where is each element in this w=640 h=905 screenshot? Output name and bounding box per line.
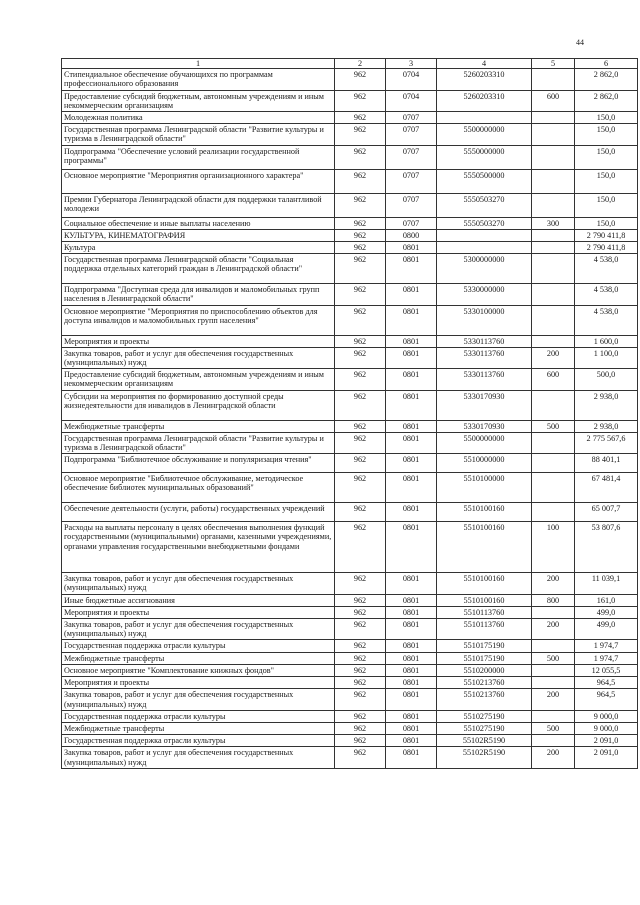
row-section-cell: 0801 — [386, 432, 437, 453]
table-row — [62, 112, 638, 124]
table-row — [62, 710, 638, 722]
row-section-cell: 0800 — [386, 229, 437, 241]
table-row — [62, 689, 638, 710]
row-section-cell: 0801 — [386, 606, 437, 618]
table-row — [62, 652, 638, 664]
row-expense-type-cell: 100 — [532, 522, 575, 573]
row-amount-cell: 11 039,1 — [575, 573, 638, 594]
table-row — [62, 217, 638, 229]
row-target-cell: 5510113760 — [437, 619, 532, 640]
row-amount-cell: 9 000,0 — [575, 710, 638, 722]
table-row — [62, 242, 638, 254]
row-section-cell: 0801 — [386, 640, 437, 652]
table-row — [62, 473, 638, 503]
row-amount-cell: 67 481,4 — [575, 473, 638, 503]
row-target-cell: 5260203310 — [437, 69, 532, 90]
row-amount-cell: 161,0 — [575, 594, 638, 606]
row-target-cell: 5330170930 — [437, 420, 532, 432]
row-section-cell: 0704 — [386, 69, 437, 90]
row-expense-type-cell — [532, 284, 575, 305]
row-target-cell: 5510213760 — [437, 689, 532, 710]
table-row — [62, 420, 638, 432]
row-target-cell: 5510000000 — [437, 454, 532, 473]
row-section-cell: 0801 — [386, 254, 437, 284]
row-section-cell: 0801 — [386, 722, 437, 734]
row-section-cell: 0801 — [386, 347, 437, 368]
row-amount-cell: 150,0 — [575, 112, 638, 124]
table-row — [62, 145, 638, 169]
row-section-cell: 0801 — [386, 390, 437, 420]
table-row — [62, 722, 638, 734]
column-header-1: 1 — [62, 59, 335, 69]
row-name-cell: Премии Губернатора Ленинградской области для поддержки талантливой молодежи — [62, 193, 335, 217]
row-gov-code-cell: 962 — [335, 503, 386, 522]
row-gov-code-cell: 962 — [335, 454, 386, 473]
row-expense-type-cell — [532, 124, 575, 145]
row-name-cell: Межбюджетные трансферты — [62, 652, 335, 664]
row-target-cell — [437, 242, 532, 254]
row-amount-cell: 2 938,0 — [575, 420, 638, 432]
row-target-cell: 5510175190 — [437, 652, 532, 664]
table-body — [62, 69, 638, 769]
row-gov-code-cell: 962 — [335, 432, 386, 453]
row-section-cell: 0801 — [386, 747, 437, 768]
row-amount-cell: 150,0 — [575, 124, 638, 145]
row-section-cell: 0801 — [386, 522, 437, 573]
row-expense-type-cell: 200 — [532, 689, 575, 710]
table-row — [62, 747, 638, 768]
row-gov-code-cell: 962 — [335, 242, 386, 254]
row-amount-cell: 499,0 — [575, 606, 638, 618]
row-target-cell: 5550503270 — [437, 217, 532, 229]
row-section-cell: 0707 — [386, 217, 437, 229]
row-section-cell: 0801 — [386, 369, 437, 390]
row-gov-code-cell: 962 — [335, 69, 386, 90]
row-target-cell — [437, 112, 532, 124]
row-amount-cell: 2 862,0 — [575, 90, 638, 111]
row-name-cell: Мероприятия и проекты — [62, 677, 335, 689]
row-amount-cell: 4 538,0 — [575, 305, 638, 335]
row-name-cell: Подпрограмма "Доступная среда для инвалидов и маломобильных групп населения в Ленинградской области" — [62, 284, 335, 305]
row-target-cell: 5510100160 — [437, 503, 532, 522]
row-target-cell: 5510275190 — [437, 710, 532, 722]
row-expense-type-cell: 800 — [532, 594, 575, 606]
row-expense-type-cell — [532, 735, 575, 747]
row-section-cell: 0801 — [386, 454, 437, 473]
table-row — [62, 573, 638, 594]
row-expense-type-cell — [532, 193, 575, 217]
row-gov-code-cell: 962 — [335, 169, 386, 193]
row-gov-code-cell: 962 — [335, 594, 386, 606]
row-amount-cell: 150,0 — [575, 217, 638, 229]
row-amount-cell: 2 091,0 — [575, 747, 638, 768]
row-expense-type-cell — [532, 335, 575, 347]
table-row — [62, 284, 638, 305]
table-row — [62, 619, 638, 640]
row-expense-type-cell — [532, 640, 575, 652]
row-target-cell: 5510100160 — [437, 573, 532, 594]
row-name-cell: Культура — [62, 242, 335, 254]
table-row — [62, 454, 638, 473]
table-row — [62, 229, 638, 241]
row-expense-type-cell: 200 — [532, 747, 575, 768]
row-expense-type-cell — [532, 69, 575, 90]
row-amount-cell: 1 100,0 — [575, 347, 638, 368]
row-amount-cell: 1 600,0 — [575, 335, 638, 347]
row-amount-cell: 150,0 — [575, 145, 638, 169]
row-gov-code-cell: 962 — [335, 722, 386, 734]
row-expense-type-cell — [532, 254, 575, 284]
table-row — [62, 69, 638, 90]
row-section-cell: 0801 — [386, 689, 437, 710]
row-name-cell: Межбюджетные трансферты — [62, 722, 335, 734]
row-amount-cell: 150,0 — [575, 193, 638, 217]
row-target-cell: 5330113760 — [437, 369, 532, 390]
row-gov-code-cell: 962 — [335, 689, 386, 710]
row-expense-type-cell — [532, 390, 575, 420]
row-amount-cell: 1 974,7 — [575, 652, 638, 664]
row-expense-type-cell — [532, 677, 575, 689]
row-section-cell: 0801 — [386, 619, 437, 640]
row-section-cell: 0801 — [386, 284, 437, 305]
row-expense-type-cell — [532, 242, 575, 254]
row-name-cell: Основное мероприятие "Мероприятия по приспособлению объектов для доступа инвалидов и маломобильных групп населения" — [62, 305, 335, 335]
row-expense-type-cell — [532, 664, 575, 676]
row-gov-code-cell: 962 — [335, 112, 386, 124]
row-expense-type-cell: 600 — [532, 369, 575, 390]
table-row — [62, 503, 638, 522]
row-expense-type-cell: 500 — [532, 722, 575, 734]
row-name-cell: Мероприятия и проекты — [62, 606, 335, 618]
row-target-cell: 5510100000 — [437, 473, 532, 503]
row-section-cell: 0704 — [386, 90, 437, 111]
row-gov-code-cell: 962 — [335, 284, 386, 305]
row-amount-cell: 88 401,1 — [575, 454, 638, 473]
row-amount-cell: 2 775 567,6 — [575, 432, 638, 453]
row-gov-code-cell: 962 — [335, 473, 386, 503]
row-section-cell: 0801 — [386, 594, 437, 606]
column-header-3: 3 — [386, 59, 437, 69]
row-name-cell: Социальное обеспечение и иные выплаты населению — [62, 217, 335, 229]
row-target-cell: 5510175190 — [437, 640, 532, 652]
row-section-cell: 0801 — [386, 473, 437, 503]
row-gov-code-cell: 962 — [335, 677, 386, 689]
row-gov-code-cell: 962 — [335, 305, 386, 335]
row-name-cell: Предоставление субсидий бюджетным, автономным учреждениям и иным некоммерческим организациям — [62, 90, 335, 111]
row-target-cell: 5260203310 — [437, 90, 532, 111]
row-expense-type-cell — [532, 229, 575, 241]
row-name-cell: Государственная программа Ленинградской области "Развитие культуры и туризма в Ленинградской области" — [62, 124, 335, 145]
row-target-cell: 5550500000 — [437, 169, 532, 193]
row-gov-code-cell: 962 — [335, 124, 386, 145]
budget-table — [61, 58, 638, 769]
row-target-cell: 5500000000 — [437, 432, 532, 453]
row-expense-type-cell — [532, 145, 575, 169]
table-row — [62, 335, 638, 347]
column-header-6: 6 — [575, 59, 638, 69]
row-expense-type-cell: 200 — [532, 573, 575, 594]
table-row — [62, 522, 638, 573]
row-amount-cell: 2 790 411,8 — [575, 229, 638, 241]
row-amount-cell: 53 807,6 — [575, 522, 638, 573]
row-expense-type-cell: 500 — [532, 420, 575, 432]
row-name-cell: Государственная поддержка отрасли культуры — [62, 735, 335, 747]
row-expense-type-cell: 600 — [532, 90, 575, 111]
row-expense-type-cell — [532, 432, 575, 453]
row-gov-code-cell: 962 — [335, 420, 386, 432]
row-target-cell: 5510200000 — [437, 664, 532, 676]
row-expense-type-cell — [532, 710, 575, 722]
row-amount-cell: 9 000,0 — [575, 722, 638, 734]
row-gov-code-cell: 962 — [335, 90, 386, 111]
row-section-cell: 0801 — [386, 573, 437, 594]
row-gov-code-cell: 962 — [335, 652, 386, 664]
page-number: 44 — [576, 38, 584, 47]
row-section-cell: 0707 — [386, 169, 437, 193]
row-gov-code-cell: 962 — [335, 619, 386, 640]
row-name-cell: Молодежная политика — [62, 112, 335, 124]
row-amount-cell: 1 974,7 — [575, 640, 638, 652]
row-name-cell: Основное мероприятие "Библиотечное обслуживание, методическое обеспечение библиотек муниципальных образований" — [62, 473, 335, 503]
row-target-cell: 5330113760 — [437, 347, 532, 368]
row-target-cell: 55102R5190 — [437, 747, 532, 768]
column-header-5: 5 — [532, 59, 575, 69]
row-expense-type-cell — [532, 305, 575, 335]
row-section-cell: 0801 — [386, 420, 437, 432]
table-row — [62, 254, 638, 284]
row-expense-type-cell: 200 — [532, 347, 575, 368]
row-name-cell: Обеспечение деятельности (услуги, работы) государственных учреждений — [62, 503, 335, 522]
row-gov-code-cell: 962 — [335, 747, 386, 768]
table-row — [62, 594, 638, 606]
row-name-cell: Предоставление субсидий бюджетным, автономным учреждениям и иным некоммерческим организациям — [62, 369, 335, 390]
row-target-cell: 5330100000 — [437, 305, 532, 335]
row-amount-cell: 500,0 — [575, 369, 638, 390]
row-expense-type-cell: 300 — [532, 217, 575, 229]
row-target-cell: 5510113760 — [437, 606, 532, 618]
row-amount-cell: 4 538,0 — [575, 284, 638, 305]
row-target-cell: 5330113760 — [437, 335, 532, 347]
row-amount-cell: 2 938,0 — [575, 390, 638, 420]
row-target-cell: 5330000000 — [437, 284, 532, 305]
column-header-4: 4 — [437, 59, 532, 69]
table-row — [62, 90, 638, 111]
table-row — [62, 369, 638, 390]
row-amount-cell: 2 862,0 — [575, 69, 638, 90]
row-target-cell: 5510100160 — [437, 522, 532, 573]
table-row — [62, 390, 638, 420]
table-row — [62, 124, 638, 145]
table-row — [62, 735, 638, 747]
row-name-cell: Подпрограмма "Обеспечение условий реализации государственной программы" — [62, 145, 335, 169]
row-section-cell: 0707 — [386, 193, 437, 217]
row-expense-type-cell — [532, 503, 575, 522]
row-gov-code-cell: 962 — [335, 217, 386, 229]
row-gov-code-cell: 962 — [335, 573, 386, 594]
row-amount-cell: 964,5 — [575, 689, 638, 710]
row-gov-code-cell: 962 — [335, 710, 386, 722]
row-section-cell: 0801 — [386, 710, 437, 722]
row-amount-cell: 2 790 411,8 — [575, 242, 638, 254]
row-name-cell: Закупка товаров, работ и услуг для обеспечения государственных (муниципальных) нужд — [62, 573, 335, 594]
row-gov-code-cell: 962 — [335, 522, 386, 573]
row-section-cell: 0801 — [386, 242, 437, 254]
row-name-cell: Закупка товаров, работ и услуг для обеспечения государственных (муниципальных) нужд — [62, 347, 335, 368]
table-row — [62, 347, 638, 368]
row-target-cell: 5510275190 — [437, 722, 532, 734]
row-target-cell: 5330170930 — [437, 390, 532, 420]
row-section-cell: 0801 — [386, 735, 437, 747]
row-target-cell: 5510213760 — [437, 677, 532, 689]
row-name-cell: Закупка товаров, работ и услуг для обеспечения государственных (муниципальных) нужд — [62, 689, 335, 710]
row-gov-code-cell: 962 — [335, 193, 386, 217]
row-target-cell: 5500000000 — [437, 124, 532, 145]
row-target-cell: 5510100160 — [437, 594, 532, 606]
table-row — [62, 606, 638, 618]
row-amount-cell: 964,5 — [575, 677, 638, 689]
row-expense-type-cell — [532, 454, 575, 473]
row-expense-type-cell: 200 — [532, 619, 575, 640]
row-name-cell: Закупка товаров, работ и услуг для обеспечения государственных (муниципальных) нужд — [62, 619, 335, 640]
row-section-cell: 0801 — [386, 664, 437, 676]
row-name-cell: Мероприятия и проекты — [62, 335, 335, 347]
row-gov-code-cell: 962 — [335, 229, 386, 241]
row-gov-code-cell: 962 — [335, 335, 386, 347]
table-row — [62, 193, 638, 217]
row-amount-cell: 4 538,0 — [575, 254, 638, 284]
row-section-cell: 0801 — [386, 305, 437, 335]
row-expense-type-cell — [532, 112, 575, 124]
row-name-cell: Закупка товаров, работ и услуг для обеспечения государственных (муниципальных) нужд — [62, 747, 335, 768]
row-amount-cell: 499,0 — [575, 619, 638, 640]
table-row — [62, 169, 638, 193]
row-target-cell — [437, 229, 532, 241]
row-expense-type-cell — [532, 169, 575, 193]
row-gov-code-cell: 962 — [335, 640, 386, 652]
row-section-cell: 0707 — [386, 112, 437, 124]
row-gov-code-cell: 962 — [335, 735, 386, 747]
row-section-cell: 0707 — [386, 145, 437, 169]
row-target-cell: 5300000000 — [437, 254, 532, 284]
row-expense-type-cell — [532, 606, 575, 618]
row-amount-cell: 2 091,0 — [575, 735, 638, 747]
row-target-cell: 5550503270 — [437, 193, 532, 217]
row-name-cell: Стипендиальное обеспечение обучающихся по программам профессионального образования — [62, 69, 335, 90]
row-name-cell: КУЛЬТУРА, КИНЕМАТОГРАФИЯ — [62, 229, 335, 241]
table-row — [62, 305, 638, 335]
table-row — [62, 677, 638, 689]
row-section-cell: 0801 — [386, 335, 437, 347]
row-section-cell: 0801 — [386, 652, 437, 664]
row-amount-cell: 150,0 — [575, 169, 638, 193]
row-expense-type-cell: 500 — [532, 652, 575, 664]
row-target-cell: 5550000000 — [437, 145, 532, 169]
row-gov-code-cell: 962 — [335, 145, 386, 169]
table-row — [62, 640, 638, 652]
table-row — [62, 664, 638, 676]
row-amount-cell: 12 055,5 — [575, 664, 638, 676]
row-target-cell: 55102R5190 — [437, 735, 532, 747]
row-section-cell: 0707 — [386, 124, 437, 145]
row-amount-cell: 65 007,7 — [575, 503, 638, 522]
row-name-cell: Межбюджетные трансферты — [62, 420, 335, 432]
row-gov-code-cell: 962 — [335, 347, 386, 368]
row-name-cell: Государственная поддержка отрасли культуры — [62, 710, 335, 722]
column-header-row — [62, 59, 638, 69]
row-section-cell: 0801 — [386, 677, 437, 689]
row-name-cell: Государственная программа Ленинградской области "Развитие культуры и туризма в Ленинградской области" — [62, 432, 335, 453]
row-name-cell: Основное мероприятие "Комплектование книжных фондов" — [62, 664, 335, 676]
row-gov-code-cell: 962 — [335, 606, 386, 618]
row-section-cell: 0801 — [386, 503, 437, 522]
row-name-cell: Государственная программа Ленинградской области "Социальная поддержка отдельных категорий граждан в Ленинградской области" — [62, 254, 335, 284]
row-name-cell: Иные бюджетные ассигнования — [62, 594, 335, 606]
row-name-cell: Подпрограмма "Библиотечное обслуживание и популяризация чтения" — [62, 454, 335, 473]
row-expense-type-cell — [532, 473, 575, 503]
table-row — [62, 432, 638, 453]
row-gov-code-cell: 962 — [335, 664, 386, 676]
row-name-cell: Основное мероприятие "Мероприятия организационного характера" — [62, 169, 335, 193]
row-gov-code-cell: 962 — [335, 390, 386, 420]
row-name-cell: Субсидии на мероприятия по формированию доступной среды жизнедеятельности для инвалидов в Ленинградской области — [62, 390, 335, 420]
row-name-cell: Расходы на выплаты персоналу в целях обеспечения выполнения функций государственными (муниципальными) органами, казенными учреждениями, органами управления государственными внебюджетными фондами — [62, 522, 335, 573]
row-gov-code-cell: 962 — [335, 369, 386, 390]
row-gov-code-cell: 962 — [335, 254, 386, 284]
row-name-cell: Государственная поддержка отрасли культуры — [62, 640, 335, 652]
column-header-2: 2 — [335, 59, 386, 69]
